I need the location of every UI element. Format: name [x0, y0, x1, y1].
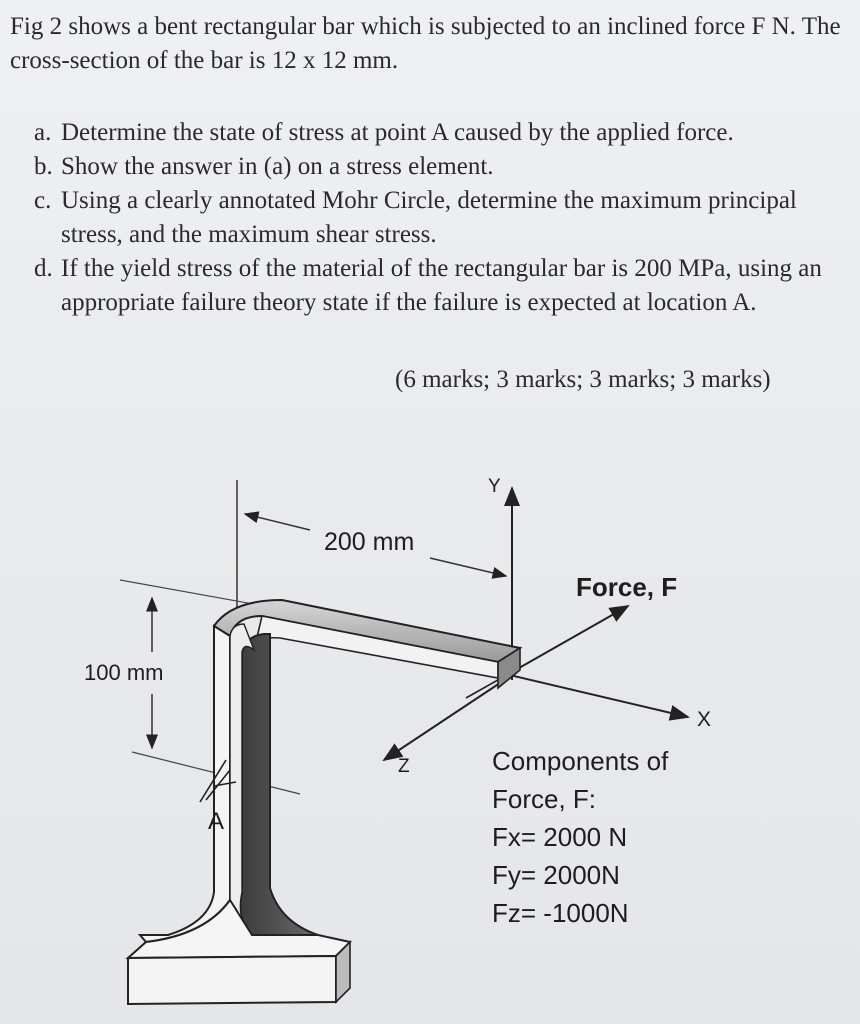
y-axis-label: Y — [488, 476, 501, 497]
z-axis-label: Z — [398, 756, 410, 777]
point-a-label: A — [208, 808, 225, 835]
dimension-200-label: 200 mm — [324, 528, 415, 556]
dimension-200-left-arrow — [245, 514, 310, 530]
force-components — [492, 742, 668, 932]
question-label: c. — [34, 187, 52, 214]
question-label: a. — [34, 119, 52, 146]
force-vector — [512, 606, 628, 672]
component-fz: Fz= -1000N — [492, 898, 629, 928]
figure-bent-bar — [0, 430, 860, 1024]
component-fx: Fx= 2000 N — [492, 822, 628, 852]
question-text: Determine the state of stress at point A caused by the applied force. — [61, 119, 734, 146]
question-b — [34, 150, 834, 184]
question-text: If the yield stress of the material of the rectangular bar is 200 MPa, using an appropriate failure theory state if the failure is expected at location A. — [61, 255, 822, 316]
problem-intro: Fig 2 shows a bent rectangular bar which is subjected to an inclined force F N. The cross-section of the bar is 12 x 12 mm. — [10, 13, 841, 74]
question-label: b. — [34, 153, 53, 180]
bent-bar-drawing — [0, 430, 860, 1024]
components-title-line1: Components of — [492, 746, 669, 776]
dimension-200-right-arrow — [430, 558, 506, 576]
components-title-line2: Force, F: — [492, 784, 597, 814]
question-d — [34, 252, 834, 320]
bar-base-front-face — [128, 956, 336, 1004]
question-text: Using a clearly annotated Mohr Circle, determine the maximum principal stress, and the maximum shear stress. — [61, 187, 797, 248]
question-list — [34, 116, 834, 320]
question-c — [34, 184, 834, 252]
question-text: Show the answer in (a) on a stress element. — [61, 153, 494, 180]
question-label: d. — [34, 255, 53, 282]
x-axis-label: X — [697, 708, 712, 731]
force-label: Force, F — [576, 572, 678, 602]
dimension-100-label: 100 mm — [84, 660, 164, 685]
marks-allocation: (6 marks; 3 marks; 3 marks; 3 marks) — [395, 366, 771, 393]
bar-vertical-dark-face — [240, 634, 318, 935]
component-fy: Fy= 2000N — [492, 860, 620, 890]
question-a — [34, 116, 834, 150]
